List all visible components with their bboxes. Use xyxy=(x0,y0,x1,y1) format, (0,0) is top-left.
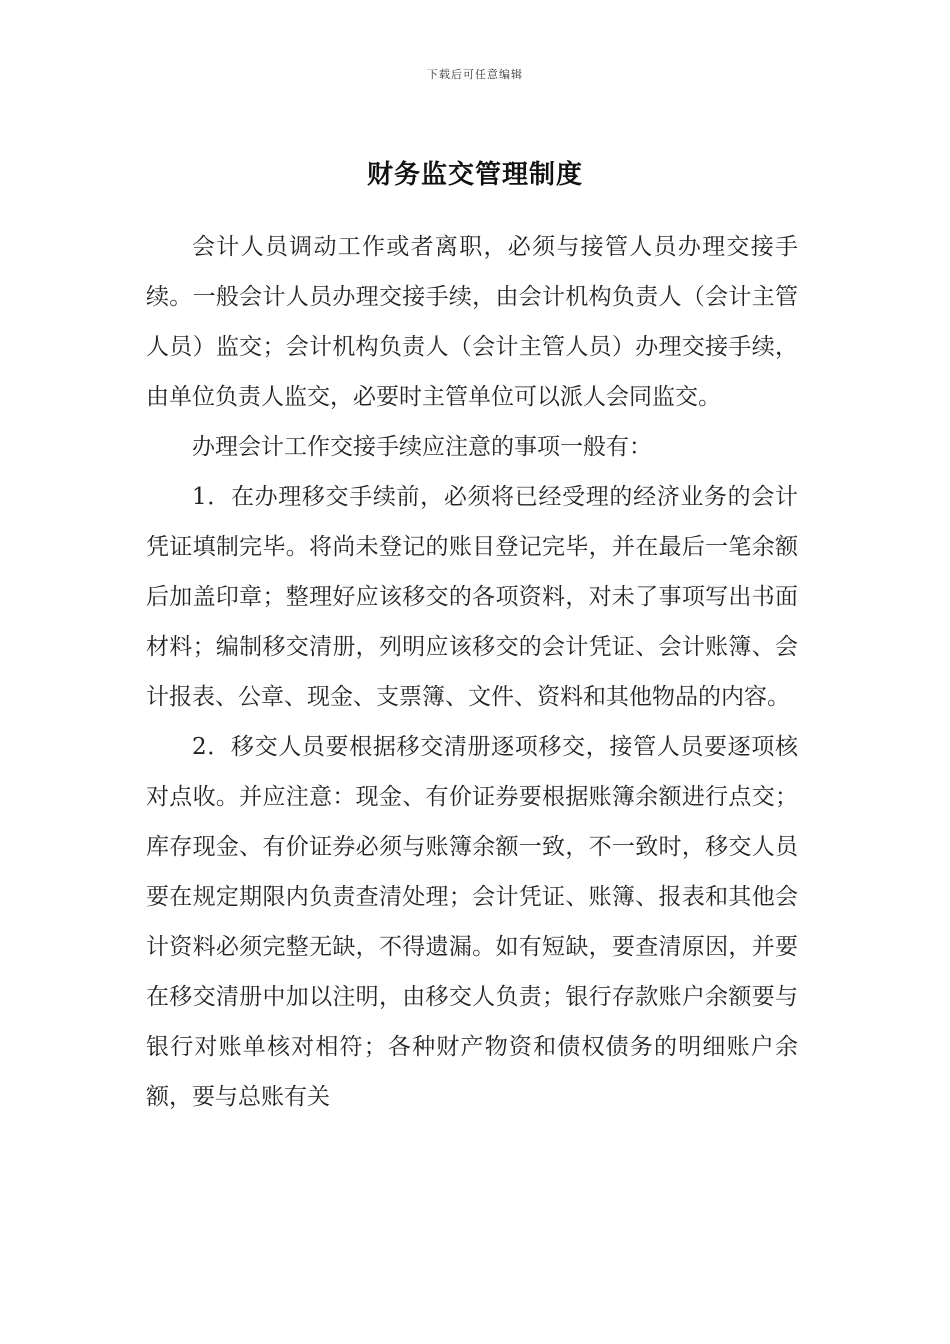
paragraph-item-1: 1．在办理移交手续前，必须将已经受理的经济业务的会计凭证填制完毕。将尚未登记的账目登记完毕，并在最后一笔余额后加盖印章；整理好应该移交的各项资料，对未了事项写出书面材料；编制移交清册，列明应该移交的会计凭证、会计账簿、会计报表、公章、现金、支票簿、文件、资料和其他物品的内容。 xyxy=(146,484,798,710)
document-body xyxy=(146,222,798,1122)
document-title: 财务监交管理制度 xyxy=(366,160,583,190)
paragraph-intro: 会计人员调动工作或者离职，必须与接管人员办理交接手续。一般会计人员办理交接手续，由会计机构负责人（会计主管人员）监交；会计机构负责人（会计主管人员）办理交接手续，由单位负责人监交，必要时主管单位可以派人会同监交。 xyxy=(146,234,798,410)
header-note: 下载后可任意编辑 xyxy=(427,68,523,81)
paragraph-notes-heading: 办理会计工作交接手续应注意的事项一般有： xyxy=(192,434,652,460)
paragraph-item-2: 2．移交人员要根据移交清册逐项移交，接管人员要逐项核对点收。并应注意：现金、有价证券要根据账簿余额进行点交；库存现金、有价证券必须与账簿余额一致，不一致时，移交人员要在规定期限内负责查清处理；会计凭证、账簿、报表和其他会计资料必须完整无缺，不得遗漏。如有短缺，要查清原因，并要在移交清册中加以注明，由移交人负责；银行存款账户余额要与银行对账单核对相符；各种财产物资和债权债务的明细账户余额，要与总账有关 xyxy=(146,734,798,1110)
